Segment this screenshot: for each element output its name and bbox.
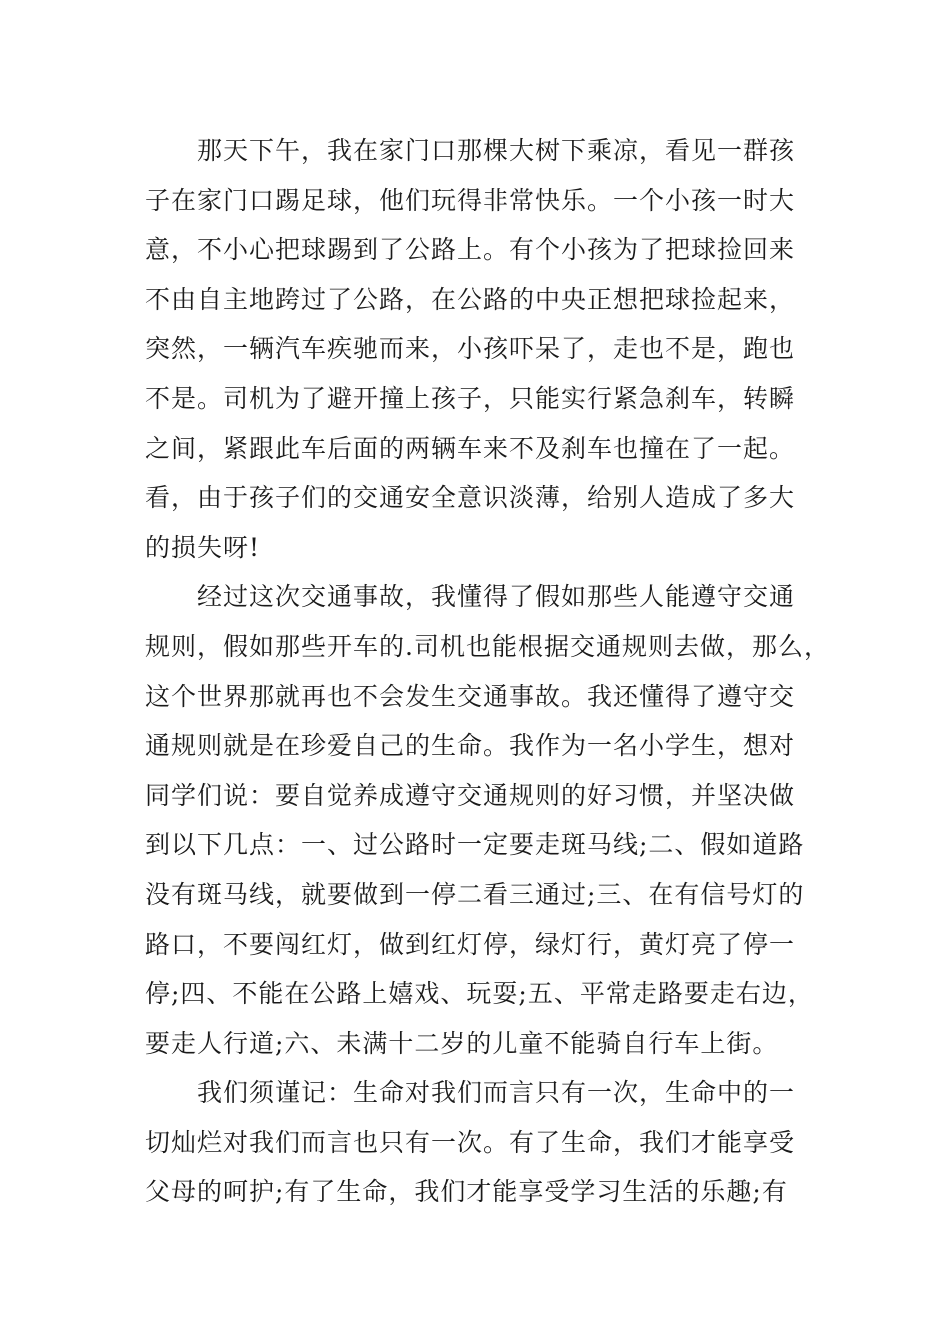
paragraph-line: 意，不小心把球踢到了公路上。有个小孩为了把球捡回来 [145, 235, 796, 265]
paragraph-line: 经过这次交通事故，我懂得了假如那些人能遵守交通 [197, 582, 796, 612]
paragraph-line: 不由自主地跨过了公路，在公路的中央正想把球捡起来， [145, 284, 796, 314]
paragraph-line: 看，由于孩子们的交通安全意识淡薄，给别人造成了多大 [145, 483, 796, 513]
paragraph-line: 突然，一辆汽车疾驰而来，小孩吓呆了，走也不是，跑也 [145, 334, 796, 364]
paragraph-line: 那天下午，我在家门口那棵大树下乘凉，看见一群孩 [197, 136, 796, 165]
paragraph-line: 父母的呵护;有了生命，我们才能享受学习生活的乐趣;有 [145, 1177, 788, 1207]
paragraph-line: 通规则就是在珍爱自己的生命。我作为一名小学生，想对 [145, 731, 796, 761]
paragraph-line: 之间，紧跟此车后面的两辆车来不及刹车也撞在了一起。 [145, 433, 796, 463]
paragraph-line: 我们须谨记：生命对我们而言只有一次，生命中的一 [197, 1078, 796, 1108]
paragraph-2 [145, 572, 830, 1068]
paragraph-line: 子在家门口踢足球，他们玩得非常快乐。一个小孩一时大 [145, 185, 796, 215]
paragraph-1 [145, 126, 815, 572]
paragraph-line: 要走人行道;六、未满十二岁的儿童不能骑自行车上街。 [145, 1028, 779, 1058]
paragraph-line: 到以下几点：一、过公路时一定要走斑马线;二、假如道路 [145, 830, 805, 860]
paragraph-line: 这个世界那就再也不会发生交通事故。我还懂得了遵守交 [145, 681, 796, 711]
paragraph-3 [145, 1068, 815, 1217]
paragraph-line: 规则，假如那些开车的.司机也能根据交通规则去做，那么， [145, 631, 830, 661]
paragraph-line: 停;四、不能在公路上嬉戏、玩耍;五、平常走路要走右边， [145, 979, 814, 1009]
paragraph-line: 没有斑马线，就要做到一停二看三通过;三、在有信号灯的 [145, 879, 805, 909]
document-body [145, 126, 830, 1217]
paragraph-line: 同学们说：要自觉养成遵守交通规则的好习惯，并坚决做 [145, 780, 796, 810]
paragraph-line: 切灿烂对我们而言也只有一次。有了生命，我们才能享受 [145, 1127, 796, 1157]
paragraph-line: 路口，不要闯红灯，做到红灯停，绿灯行，黄灯亮了停一 [145, 929, 796, 959]
paragraph-line: 的损失呀! [145, 532, 261, 562]
paragraph-line: 不是。司机为了避开撞上孩子，只能实行紧急刹车，转瞬 [145, 383, 796, 413]
